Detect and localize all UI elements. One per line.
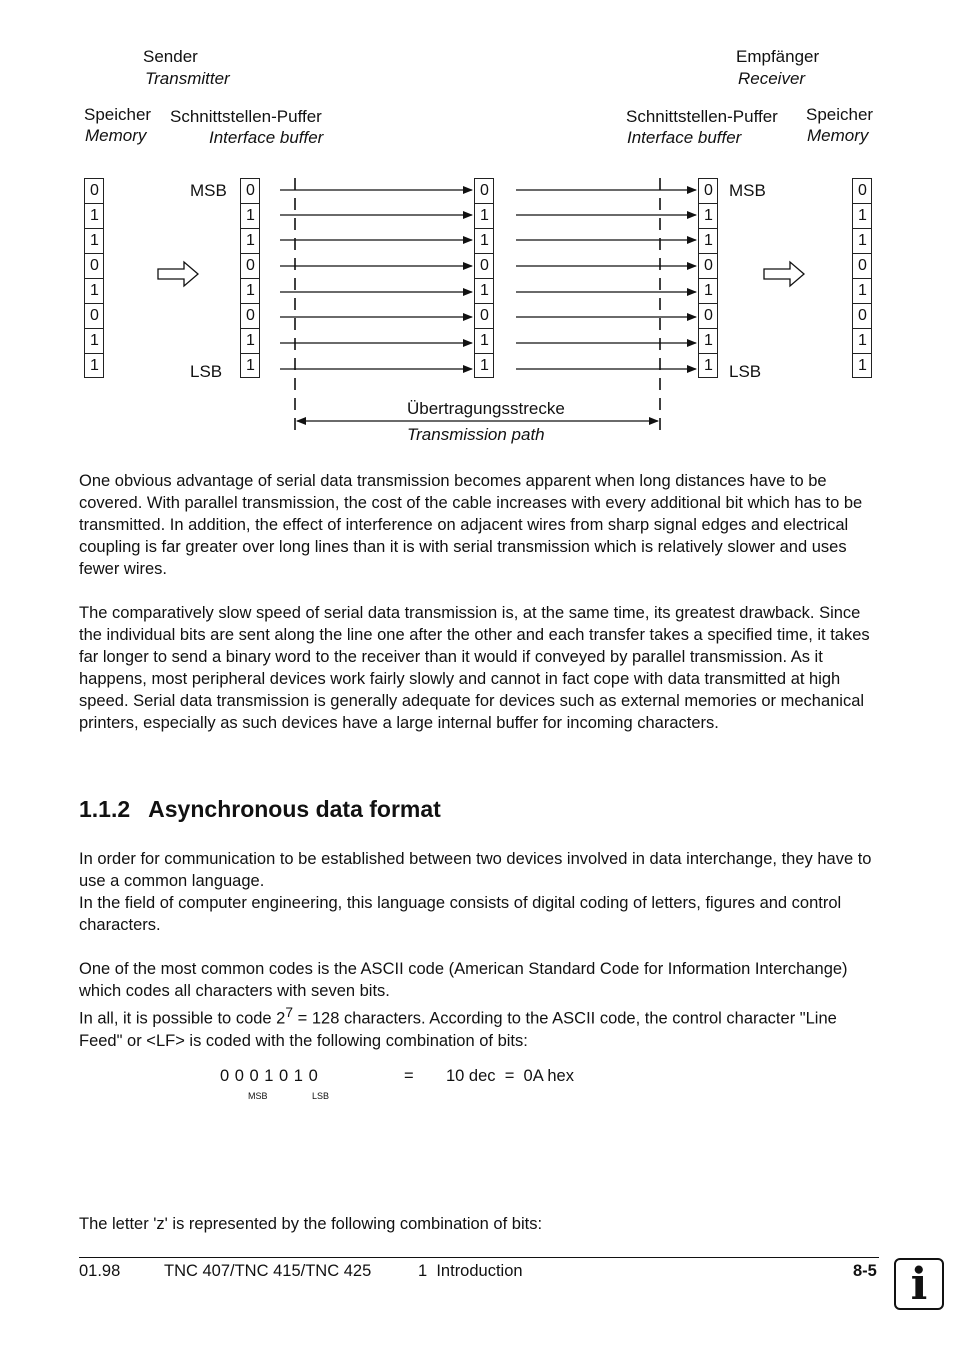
bit-cell: 1 — [84, 328, 104, 353]
info-icon[interactable] — [894, 1258, 944, 1310]
bit-cell: 1 — [474, 328, 494, 353]
bit-cell: 0 — [240, 253, 260, 278]
text-span: In all, it is possible to code 2 — [79, 1009, 286, 1028]
buffer-left-en: Interface buffer — [209, 128, 324, 147]
bit-cell: 1 — [474, 353, 494, 378]
bit-cell: 1 — [240, 228, 260, 253]
memory-left-en: Memory — [85, 126, 147, 145]
superscript: 7 — [285, 1005, 294, 1020]
transmitter-label: Transmitter — [145, 69, 230, 88]
section-title: Asynchronous data format — [148, 796, 441, 822]
bit-cell: 1 — [852, 203, 872, 228]
memory-right-de: Speicher — [806, 105, 874, 124]
bit-cell: 1 — [474, 278, 494, 303]
buffer-right-en: Interface buffer — [627, 128, 742, 147]
bit-cell: 1 — [240, 328, 260, 353]
bit-cell: 1 — [852, 278, 872, 303]
paragraph-serial-drawback — [79, 602, 884, 734]
bit-cell: 0 — [240, 303, 260, 328]
bit-cell: 1 — [240, 203, 260, 228]
lsb-left-label: LSB — [190, 362, 223, 381]
footer-date: 01.98 — [79, 1262, 121, 1280]
bit-cell: 0 — [474, 303, 494, 328]
bit-cell: 0 — [852, 303, 872, 328]
paragraph-text: One of the most common codes is the ASCII code (American Standard Code for Information Interchange) which codes all characters with seven bits. — [79, 960, 848, 1000]
bit-cell: 1 — [698, 228, 718, 253]
section-number: 1.1.2 — [79, 796, 131, 822]
sender-label: Sender — [143, 47, 198, 66]
transmission-path-de: Übertragungsstrecke — [407, 399, 565, 418]
paragraph-serial-advantage — [79, 470, 884, 580]
footer-rule — [79, 1257, 879, 1258]
code-bits: 0 0 0 1 0 1 0 — [220, 1067, 318, 1085]
bit-cell: 1 — [84, 278, 104, 303]
memory-right-en: Memory — [807, 126, 869, 145]
transfer-arrow-icon — [158, 262, 198, 286]
bit-cell: 1 — [84, 228, 104, 253]
memory-left-de: Speicher — [84, 105, 152, 124]
info-icon-letter: i — [910, 1259, 928, 1310]
transmission-path-en: Transmission path — [407, 425, 545, 444]
bit-cell: 1 — [698, 203, 718, 228]
bit-cell: 1 — [240, 278, 260, 303]
bit-cell: 0 — [698, 253, 718, 278]
paragraph-text: The letter 'z' is represented by the following combination of bits: — [79, 1215, 543, 1233]
paragraph-ascii — [79, 958, 884, 1052]
paragraph-text: One obvious advantage of serial data transmission becomes apparent when long distances have to be covered. With parallel transmission, the cost of the cable increases with every additional bit which has to be transmitted. In addition, the effect of interference on adjacent wires from sharp signal edges and electrical coupling is far greater over long lines than it is with serial transmission which is relatively slower and uses fewer wires. — [79, 472, 863, 578]
section-heading — [79, 796, 441, 823]
bit-cell: 0 — [474, 253, 494, 278]
code-equals: = — [404, 1067, 414, 1085]
code-msb-label: MSB — [248, 1091, 268, 1101]
receiver-de-label: Empfänger — [736, 47, 820, 66]
buffer-left-de: Schnittstellen-Puffer — [170, 107, 322, 126]
code-lsb-label: LSB — [312, 1091, 330, 1101]
bit-cell: 1 — [852, 328, 872, 353]
bit-cell: 1 — [698, 328, 718, 353]
text-span: = 128 characters. According to the ASCII code, the control character "Line Feed" or <LF> is coded with the following combination of bits: — [79, 1009, 837, 1050]
footer-chapter: 1 Introduction — [418, 1262, 523, 1280]
footer-page-number: 8-5 — [853, 1262, 877, 1280]
bit-cell: 1 — [474, 228, 494, 253]
bit-cell: 0 — [84, 178, 104, 203]
transmission-diagram-lines — [0, 0, 954, 460]
bit-cell: 1 — [474, 203, 494, 228]
bit-cell: 0 — [84, 303, 104, 328]
bit-cell: 1 — [84, 203, 104, 228]
paragraph-text: In the field of computer engineering, this language consists of digital coding of letters, figures and control characters. — [79, 894, 842, 934]
paragraph-text: In order for communication to be established between two devices involved in data interchange, they have to use a common language. — [79, 850, 872, 890]
bit-cell: 1 — [698, 278, 718, 303]
bit-cell: 0 — [240, 178, 260, 203]
bit-cell: 1 — [240, 353, 260, 378]
lsb-right-label: LSB — [729, 362, 762, 381]
bit-cell: 0 — [852, 253, 872, 278]
code-value: 10 dec = 0A hex — [446, 1067, 574, 1085]
bit-cell: 1 — [852, 353, 872, 378]
msb-right-label: MSB — [729, 181, 766, 200]
bit-cell: 1 — [852, 228, 872, 253]
bit-cell: 0 — [698, 178, 718, 203]
bit-cell: 0 — [474, 178, 494, 203]
paragraph-text — [79, 1002, 884, 1052]
bit-cell: 0 — [852, 178, 872, 203]
bit-cell: 0 — [698, 303, 718, 328]
transfer-arrow-icon — [764, 262, 804, 286]
buffer-right-de: Schnittstellen-Puffer — [626, 107, 778, 126]
bit-cell: 1 — [698, 353, 718, 378]
paragraph-letter-z — [79, 1213, 884, 1235]
bit-cell: 1 — [84, 353, 104, 378]
msb-left-label: MSB — [190, 181, 227, 200]
bit-cell: 0 — [84, 253, 104, 278]
receiver-en-label: Receiver — [738, 69, 806, 88]
paragraph-text: The comparatively slow speed of serial data transmission is, at the same time, its greatest drawback. Since the individual bits are sent along the line one after the other and each transfer takes a specified time, it takes far longer to send a binary word to the receiver than it would if conveyed by parallel transmission. As it happens, most peripheral devices work fairly slowly and cannot in fact cope with data transmitted at high speed. Serial data transmission is generally adequate for devices such as external memories or mechanical printers, especially as such devices have a large internal buffer for incoming characters. — [79, 604, 870, 732]
paragraph-common-language — [79, 848, 884, 936]
footer-model: TNC 407/TNC 415/TNC 425 — [164, 1262, 372, 1280]
